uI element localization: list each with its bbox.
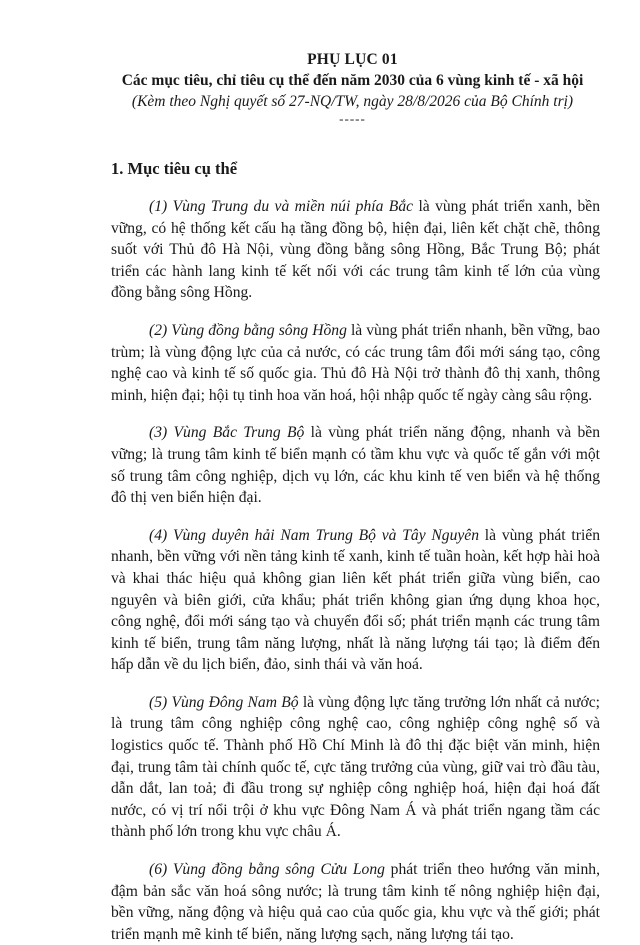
paragraph-text: là vùng phát triển nhanh, bền vững, bao trùm; là vùng động lực của cả nước, có các trung tâm đổi mới sáng tạo, công nghệ cao và kinh tế số quốc gia. Thủ đô Hà Nội trở thành đô thị xanh, thông minh, hiện đại; hội tụ tinh hoa văn hoá, hội nhập quốc tế ngày càng sâu rộng. [111, 321, 600, 404]
paragraph-text: là vùng động lực tăng trưởng lớn nhất cả nước; là trung tâm công nghiệp công nghệ cao, công nghiệp công nghệ số và logistics quốc tế. Thành phố Hồ Chí Minh là đô thị đặc biệt văn minh, hiện đại, trung tâm tài chính quốc tế, cực tăng trưởng của vùng, giữ vai trò đầu tàu, dẫn dắt, lan toả; đi đầu trong sự nghiệp công nghiệp hoá, hiện đại hoá đất nước, có vị trí nổi trội ở khu vực Đông Nam Á và phát triển ngang tầm các thành phố lớn trong khu vực châu Á. [111, 693, 600, 841]
paragraph-region-3 [111, 422, 600, 508]
paragraph-region-5 [111, 692, 600, 843]
paragraph-region-4 [111, 525, 600, 676]
header-separator: ----- [339, 111, 366, 126]
appendix-label: PHỤ LỤC 01 [307, 51, 398, 68]
section-heading: 1. Mục tiêu cụ thể [111, 159, 238, 178]
document-title: Các mục tiêu, chỉ tiêu cụ thể đến năm 2030 của 6 vùng kinh tế - xã hội [121, 72, 584, 89]
region-name: (5) Vùng Đông Nam Bộ [149, 693, 299, 711]
region-name: (6) Vùng đồng bằng sông Cửu Long [149, 861, 385, 879]
region-name: (2) Vùng đồng bằng sông Hồng [149, 321, 347, 339]
paragraph-text: là vùng phát triển năng động, nhanh và bền vững; là trung tâm kinh tế biển mạnh có tầm khu vực và quốc tế gắn với một số trung tâm công nghiệp, dịch vụ lớn, các khu kinh tế ven biển và hệ thống đô thị ven biển hiện đại. [111, 424, 600, 507]
paragraph-text: là vùng phát triển xanh, bền vững, có hệ thống kết cấu hạ tầng đồng bộ, hiện đại, liên kết chặt chẽ, thông suốt với Thủ đô Hà Nội, vùng đồng bằng sông Hồng, Bắc Trung Bộ; phát triển các hành lang kinh tế kết nối với các trung tâm kinh tế lớn của vùng đồng bằng sông Hồng. [111, 198, 601, 302]
region-name: (1) Vùng Trung du và miền núi phía Bắc [149, 198, 414, 215]
paragraph-region-1 [111, 196, 600, 304]
document-subtitle: (Kèm theo Nghị quyết số 27-NQ/TW, ngày 28/8/2026 của Bộ Chính trị) [131, 93, 574, 110]
region-name: (4) Vùng duyên hải Nam Trung Bộ và Tây Nguyên [149, 526, 480, 544]
paragraph-region-6 [111, 859, 600, 945]
paragraph-text: phát triển theo hướng văn minh, đậm bản sắc văn hoá sông nước; là trung tâm kinh tế nông nghiệp hiện đại, bền vững, năng động và hiệu quả cao của quốc gia, khu vực và thế giới; phát triển mạnh mẽ kinh tế biển, năng lượng sạch, năng lượng tái tạo. [111, 861, 601, 943]
document-header [99, 50, 606, 126]
paragraph-region-2 [111, 320, 600, 406]
paragraph-text: là vùng phát triển nhanh, bền vững với nền tảng kinh tế xanh, kinh tế tuần hoàn, kết hợp hài hoà và khai thác hiệu quả không gian liên kết phát triển giữa vùng biển, cao nguyên và biên giới, cửa khẩu; phát triển không gian ứng dụng khoa học, công nghệ, đổi mới sáng tạo và chuyển đổi số; phát triển mạnh các trung tâm kinh tế biển, trung tâm năng lượng, nhất là năng lượng tái tạo; là điểm đến hấp dẫn về du lịch biển, đảo, sinh thái và văn hoá. [111, 526, 600, 674]
region-name: (3) Vùng Bắc Trung Bộ [149, 424, 305, 442]
